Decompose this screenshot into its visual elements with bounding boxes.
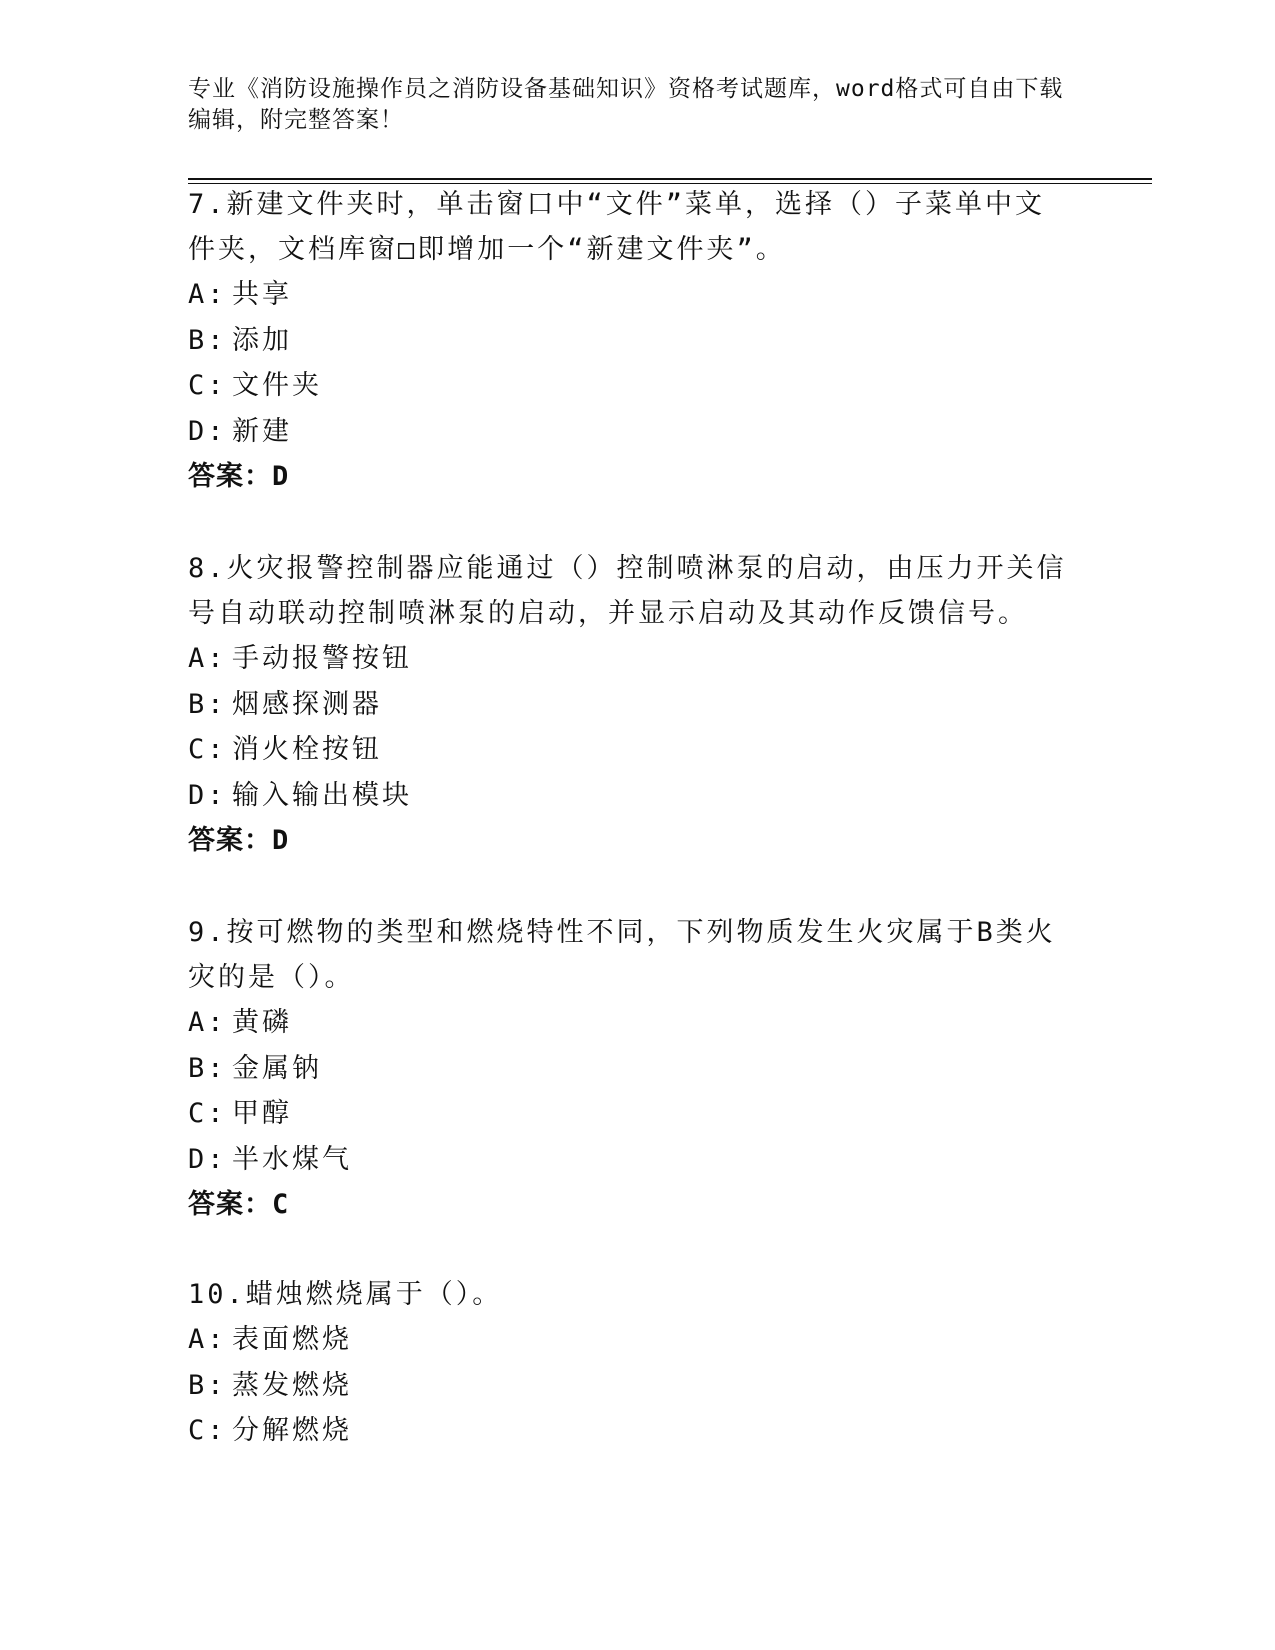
option-d [188, 773, 1068, 819]
option-d [188, 1137, 1068, 1183]
option-text: 蒸发燃烧 [232, 1369, 352, 1401]
option-letter: A: [188, 279, 227, 310]
option-letter: A: [188, 1324, 227, 1355]
option-letter: A: [188, 643, 227, 674]
option-c [188, 1408, 1068, 1454]
option-b [188, 682, 1068, 728]
option-letter: A: [188, 1007, 227, 1038]
question-7 [188, 182, 1068, 500]
option-letter: C: [188, 1415, 227, 1446]
option-letter: B: [188, 1369, 227, 1401]
option-text: 金属钠 [232, 1052, 322, 1084]
option-b [188, 318, 1068, 364]
question-stem: 9.按可燃物的类型和燃烧特性不同，下列物质发生火灾属于B类火灾的是（）。 [188, 917, 1056, 993]
option-text: 文件夹 [232, 370, 322, 401]
question-8 [188, 546, 1068, 864]
option-letter: B: [188, 324, 227, 356]
option-a [188, 636, 1068, 682]
option-letter: D: [188, 1143, 227, 1175]
question-9 [188, 910, 1068, 1228]
option-text: 烟感探测器 [232, 688, 382, 720]
option-letter: C: [188, 734, 227, 765]
option-text: 手动报警按钮 [232, 643, 412, 674]
document-header: 专业《消防设施操作员之消防设备基础知识》资格考试题库，word格式可自由下载编辑，附完整答案！ [188, 76, 1064, 133]
option-d [188, 409, 1068, 455]
option-text: 添加 [232, 324, 292, 356]
option-a [188, 272, 1068, 318]
option-c [188, 727, 1068, 773]
option-b [188, 1046, 1068, 1092]
option-c [188, 1091, 1068, 1137]
option-text: 分解燃烧 [232, 1415, 352, 1446]
answer-line: 答案：C [188, 1189, 290, 1220]
question-stem: 7.新建文件夹时，单击窗口中“文件”菜单，选择（）子菜单中文件夹，文档库窗□即增加一个“新建文件夹”。 [188, 189, 1046, 265]
option-text: 表面燃烧 [232, 1324, 352, 1355]
option-text: 输入输出模块 [232, 779, 412, 811]
option-letter: B: [188, 688, 227, 720]
question-stem: 10.蜡烛燃烧属于（）。 [188, 1279, 503, 1310]
option-letter: C: [188, 1098, 227, 1129]
option-text: 共享 [232, 279, 292, 310]
header-divider-thick [188, 178, 1152, 180]
answer-line: 答案：D [188, 825, 290, 856]
option-letter: D: [188, 415, 227, 447]
option-text: 半水煤气 [232, 1143, 352, 1175]
question-10 [188, 1272, 1068, 1454]
option-b [188, 1363, 1068, 1409]
answer-line: 答案：D [188, 461, 290, 492]
option-letter: C: [188, 370, 227, 401]
option-text: 甲醇 [232, 1098, 292, 1129]
option-letter: B: [188, 1052, 227, 1084]
option-a [188, 1000, 1068, 1046]
option-text: 消火栓按钮 [232, 734, 382, 765]
option-a [188, 1317, 1068, 1363]
option-text: 黄磷 [232, 1007, 292, 1038]
question-stem: 8.火灾报警控制器应能通过（）控制喷淋泵的启动，由压力开关信号自动联动控制喷淋泵的启动，并显示启动及其动作反馈信号。 [188, 553, 1067, 629]
option-c [188, 363, 1068, 409]
option-text: 新建 [232, 415, 292, 447]
option-letter: D: [188, 779, 227, 811]
